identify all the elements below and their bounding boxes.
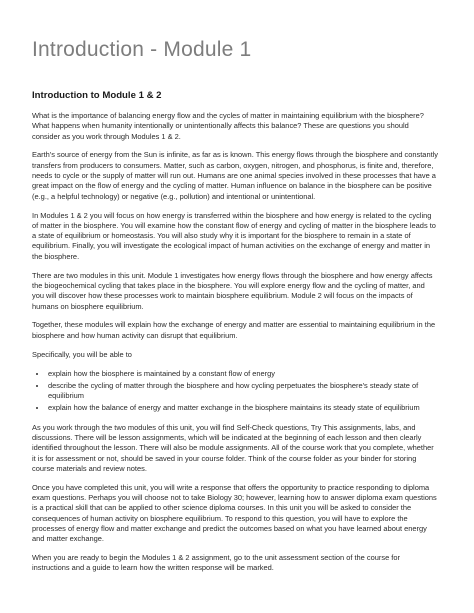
page-title: Introduction - Module 1: [32, 38, 252, 61]
list-item: • explain how the balance of energy and matter exchange in the biosphere maintains its steady state of equilibrium: [47, 403, 438, 413]
paragraph-energy-source: Earth's source of energy from the Sun is infinite, as far as is known. This energy flows through the biosphere and constantly transfers from producers to consumers. Matter, such as carbon, oxygen, nitrogen, and phosphorus, is finite and, therefore, needs to cycle or the supply of matter will run out. Humans are one animal species involved in these processes that have a great impact on the flow of energy and the cycling of matter. Human influence on balance in the biosphere can be positive (e.g., a helpful technology) or negative (e.g., pollution) and intentional or unintentional.: [32, 150, 439, 201]
paragraph-assignment: When you are ready to begin the Modules 1 & 2 assignment, go to the unit assessment section of the course for instructions and a guide to learn how the written response will be marked.: [32, 553, 400, 573]
paragraph-intro-questions: What is the importance of balancing energy flow and the cycles of matter in maintaining equilibrium with the biosphere? What happens when humanity intentionally or unintentionally affects this balance? These are questions you should consider as you work through Modules 1 & 2.: [32, 111, 424, 141]
paragraph-together: Together, these modules will explain how the exchange of energy and matter are essential to maintaining equilibrium in the biosphere and how human activity can disrupt that equilibrium.: [32, 320, 436, 340]
section-heading: Introduction to Module 1 & 2: [32, 90, 162, 101]
list-item: • describe the cycling of matter through the biosphere and how cycling perpetuates the biosphere's steady state of equilibrium: [47, 381, 438, 402]
paragraph-specifically: Specifically, you will be able to: [32, 349, 132, 359]
paragraph-diploma-exam: Once you have completed this unit, you will write a response that offers the opportunity to practice responding to diploma exam questions. Perhaps you will choose not to take Biology 30; however, learning how to answer diploma exam questions is a practical skill that can be applied to other science diploma courses. In this unit you will be asked to consider the consequences of human activity on biosphere equilibrium. To respond to this question, you will have to explore the processes of energy flow and matter exchange and predict the outcomes based on what you have learned about energy and matter exchange.: [32, 482, 437, 544]
paragraph-modules-focus: In Modules 1 & 2 you will focus on how energy is transferred within the biosphere and how energy is related to the cycling of matter in the biosphere. You will examine how the constant flow of energy and cycling of matter in the biosphere leads to a state of equilibrium or homeostasis. You will also study why it is important for the biosphere to remain in a state of equilibrium. Finally, you will investigate the ecological impact of human activities on the exchange of energy and matter in the biosphere.: [32, 210, 436, 261]
list-item: • explain how the biosphere is maintained by a constant flow of energy: [47, 369, 438, 379]
paragraph-two-modules: There are two modules in this unit. Module 1 investigates how energy flows through the biosphere and how energy affects the biogeochemical cycling that takes place in the biosphere. You will explore energy flow and the cycling of matter, and you will discover how these processes work to maintain biosphere equilibrium. Module 2 will focus on the impacts of humans on biosphere equilibrium.: [32, 270, 433, 311]
paragraph-coursework: As you work through the two modules of this unit, you will find Self-Check questions, Try This assignments, labs, and discussions. There will be lesson assignments, which will be indicated at the beginning of each lesson and then clearly identified throughout the lesson. There will also be module assignments. All of the course work that you complete, whether it is for assessment or not, should be saved in your course folder. Think of the course folder as your binder for storing course materials and review notes.: [32, 422, 434, 473]
learning-outcomes-list: [32, 369, 438, 414]
